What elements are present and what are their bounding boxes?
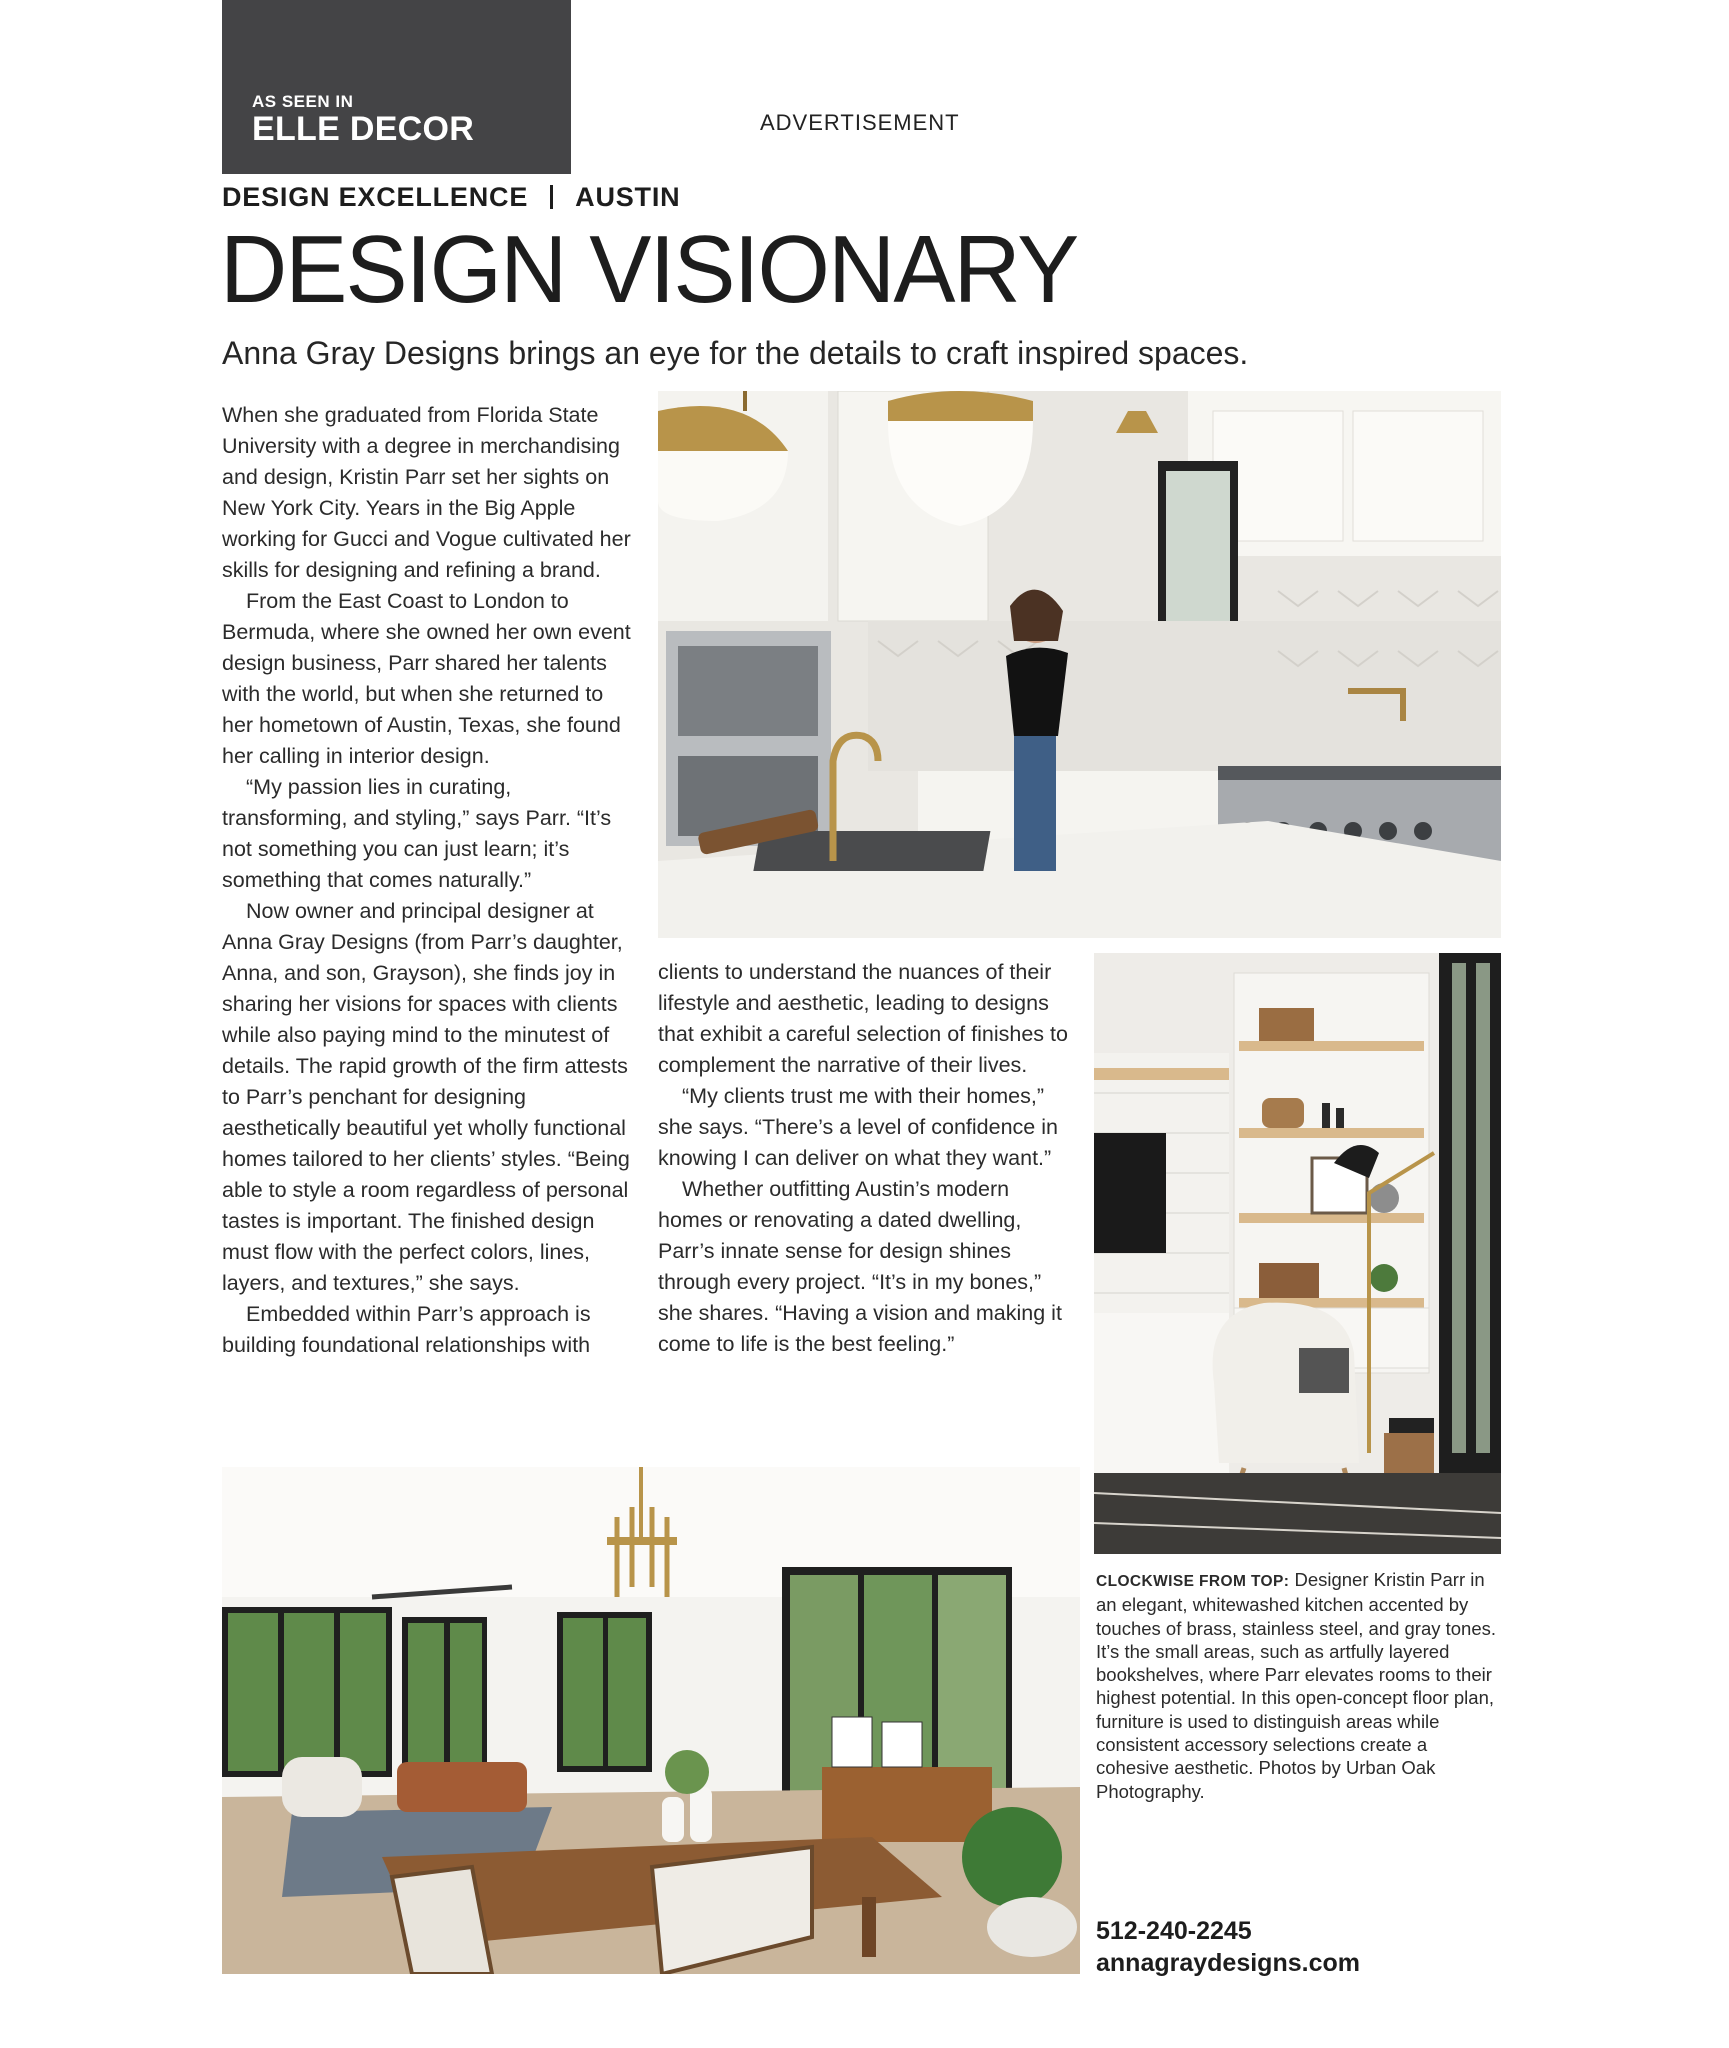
contact-phone[interactable]: 512-240-2245 xyxy=(1096,1917,1252,1945)
caption-lead: CLOCKWISE FROM TOP: xyxy=(1096,1573,1290,1590)
dining-room-photo xyxy=(222,1467,1080,1974)
paragraph: Now owner and principal designer at Anna Gray Designs (from Parr’s daughter, Anna, and son, Grayson), she finds joy in sharing her visions for spaces with clients while also paying mind to the minutest of details. The rapid growth of the firm attests to Parr’s penchant for designing aesthetically beautiful yet wholly functional homes tailored to her clients’ styles. “Being able to style a room regardless of personal tastes is important. The finished design must flow with the perfect colors, lines, layers, and textures,” she says. xyxy=(222,899,630,1295)
section-kicker xyxy=(222,182,680,213)
bookshelf-photo xyxy=(1094,953,1501,1554)
article-column-2 xyxy=(658,957,1068,1360)
advertisement-label: ADVERTISEMENT xyxy=(760,110,960,135)
photo-caption xyxy=(1096,1568,1501,1803)
paragraph: “My passion lies in curating, transforming, and styling,” says Parr. “It’s not something you can just learn; it’s something that comes naturally.” xyxy=(222,775,612,892)
kicker-city: AUSTIN xyxy=(575,182,681,212)
elle-decor-badge xyxy=(222,0,571,174)
kicker-section: DESIGN EXCELLENCE xyxy=(222,182,529,212)
contact-website-link[interactable]: annagraydesigns.com xyxy=(1096,1949,1360,1977)
paragraph: Embedded within Parr’s approach is building foundational relationships with xyxy=(222,1302,591,1357)
paragraph: When she graduated from Florida State University with a degree in merchandising and design, Kristin Parr set her sights on New York City. Years in the Big Apple working for Gucci and Vogue cultivated her skills for designing and refining a brand. xyxy=(222,403,631,582)
page-subtitle: Anna Gray Designs brings an eye for the details to craft inspired spaces. xyxy=(222,335,1249,371)
kitchen-photo xyxy=(658,391,1501,938)
paragraph: clients to understand the nuances of their lifestyle and aesthetic, leading to designs that exhibit a careful selection of finishes to complement the narrative of their lives. xyxy=(658,960,1068,1077)
caption-text: Designer Kristin Parr in an elegant, whitewashed kitchen accented by touches of brass, stainless steel, and gray tones. It’s the small areas, such as artfully layered bookshelves, where Parr elevates rooms to their highest potential. In this open-concept floor plan, furniture is used to distinguish areas while consistent accessory selections create a cohesive aesthetic. Photos by Urban Oak Photography. xyxy=(1096,1569,1497,1802)
badge-small-text: AS SEEN IN xyxy=(252,92,354,111)
page-title: DESIGN VISIONARY xyxy=(220,216,1078,323)
article-column-1 xyxy=(222,400,636,1361)
kicker-divider xyxy=(550,185,553,209)
paragraph: From the East Coast to London to Bermuda, where she owned her own event design business, Parr shared her talents with the world, but when she returned to her hometown of Austin, Texas, she found her calling in interior design. xyxy=(222,589,631,768)
paragraph: “My clients trust me with their homes,” she says. “There’s a level of confidence in knowing I can deliver on what they want.” xyxy=(658,1084,1058,1170)
paragraph: Whether outfitting Austin’s modern homes or renovating a dated dwelling, Parr’s innate sense for design shines through every project. “It’s in my bones,” she shares. “Having a vision and making it come to life is the best feeling.” xyxy=(658,1177,1062,1356)
badge-title: ELLE DECOR xyxy=(252,110,475,148)
